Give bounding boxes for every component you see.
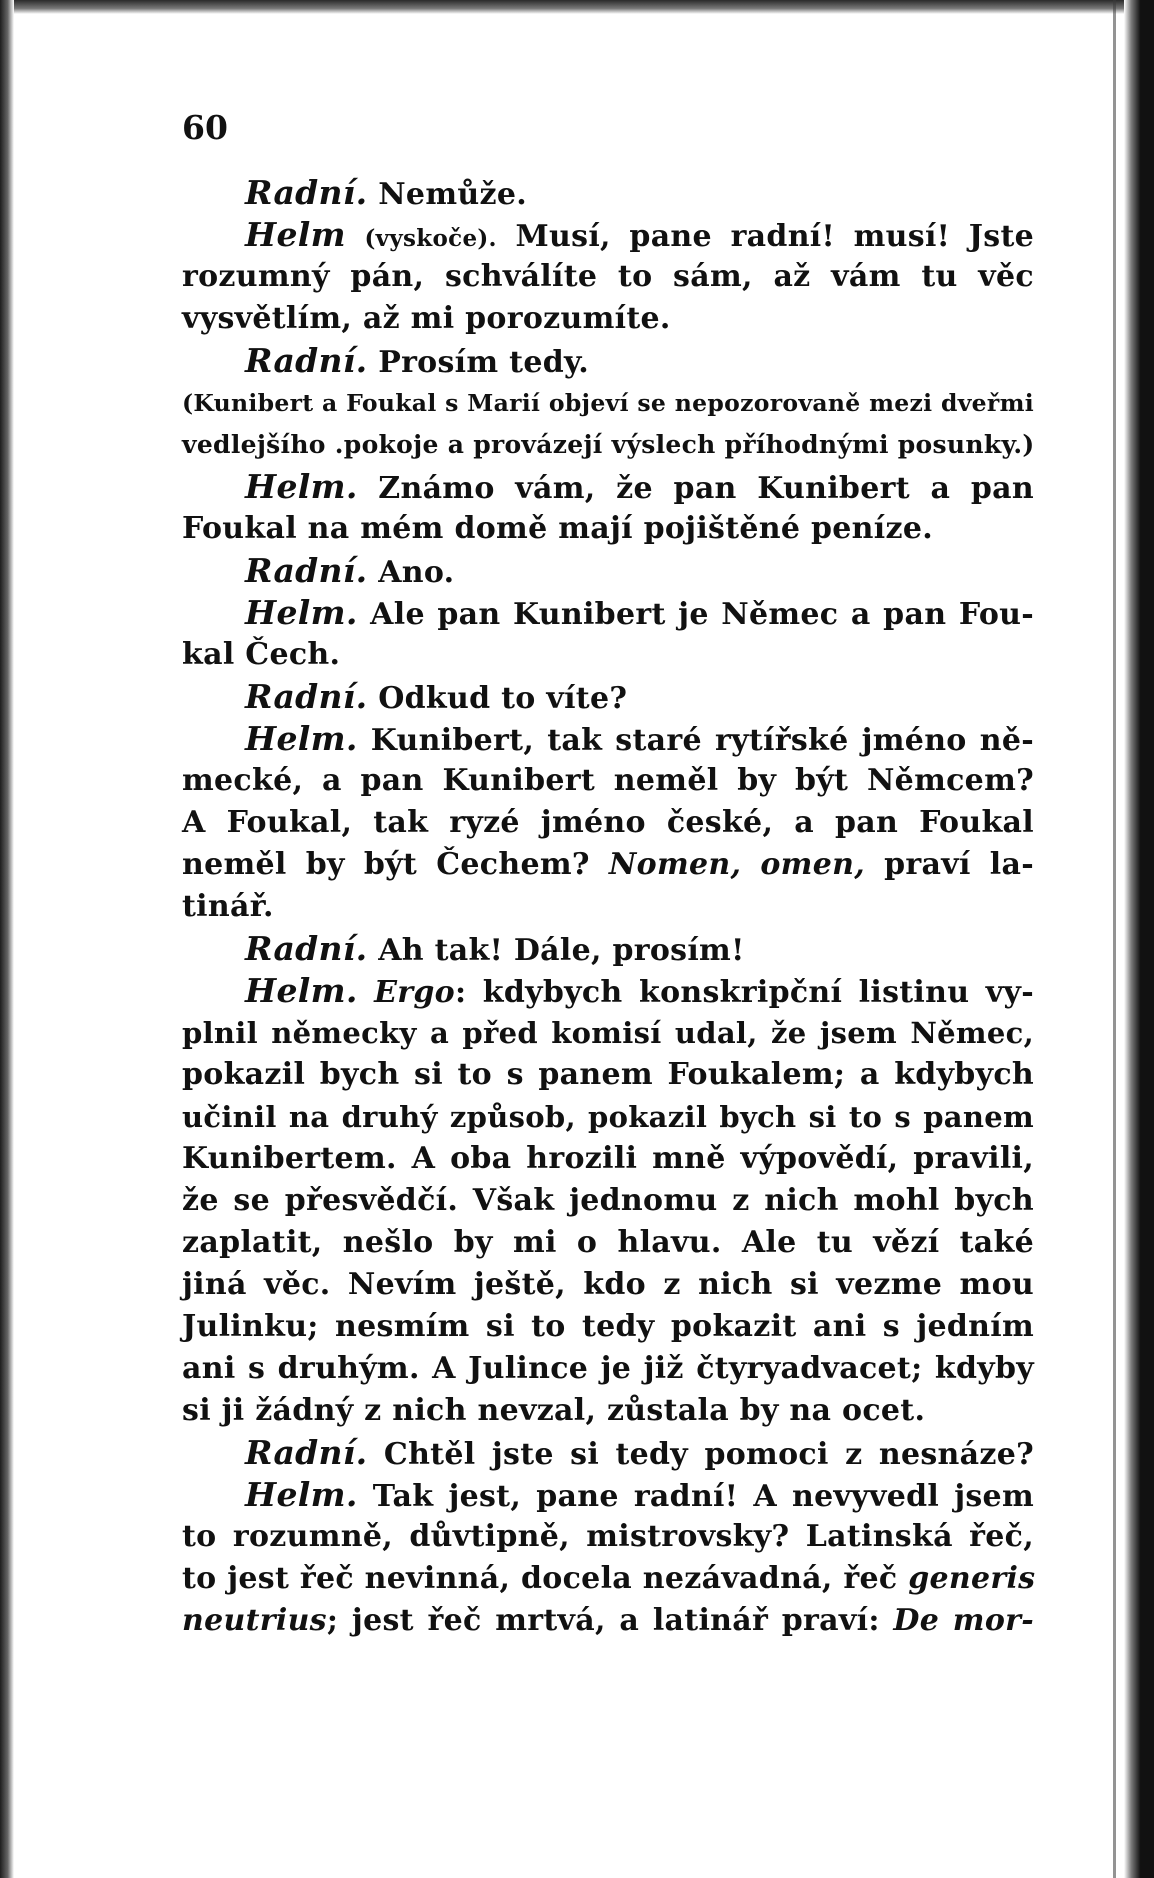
- stage-direction-line: [182, 382, 1034, 424]
- text-line: [245, 466, 1034, 508]
- line-text: Známo vám, že pan Kunibert a pan: [357, 471, 1034, 506]
- text-line: [182, 1096, 1034, 1138]
- line-text: Prosím tedy.: [367, 345, 590, 380]
- speaker-name: Radní.: [245, 1433, 368, 1472]
- text-line: [182, 634, 1034, 676]
- line-text: tinář.: [182, 889, 274, 924]
- line-text: učinil na druhý způsob, pokazil bych si to s panem: [182, 1100, 1034, 1134]
- line-text: Odkud to víte?: [367, 681, 628, 716]
- line-text: Ale pan Kunibert je Němec a pan Fou-: [357, 597, 1034, 632]
- text-line: [182, 1600, 1034, 1642]
- page-number: 60: [182, 108, 228, 147]
- stage-direction: vedlejšího .pokoje a provázejí výslech příhodnými posunky.): [182, 430, 1035, 459]
- text-line: [182, 1054, 1034, 1096]
- scan-edge-left: [0, 0, 14, 1878]
- text-line: [182, 760, 1034, 802]
- text-line: [182, 508, 1034, 550]
- line-text: : kdybych konskripční listinu vy-: [454, 975, 1034, 1010]
- stage-direction: (vyskoče).: [364, 225, 497, 252]
- speaker-name: Helm.: [245, 593, 358, 632]
- text-line: [182, 1558, 1034, 1600]
- latin-phrase: Nomen, omen,: [608, 847, 865, 882]
- line-text: Kunibert, tak staré rytířské jméno ně-: [357, 723, 1034, 758]
- scan-edge-top: [0, 0, 1154, 14]
- text-line: [245, 592, 1034, 634]
- speaker-name: Helm: [245, 215, 346, 254]
- latin-phrase: Ergo: [374, 975, 455, 1010]
- line-text: praví la-: [864, 847, 1034, 882]
- text-line: [245, 718, 1034, 760]
- line-text: rozumný pán, schválíte to sám, až vám tu věc: [182, 259, 1034, 294]
- line-text: to rozumně, důvtipně, mistrovsky? Latinská řeč,: [182, 1519, 1034, 1554]
- speaker-name: Helm.: [245, 467, 358, 506]
- speaker-name: Helm.: [245, 719, 358, 758]
- text-line: [182, 1012, 1034, 1054]
- text-line: [182, 256, 1034, 298]
- speaker-name: Radní.: [245, 929, 368, 968]
- stage-direction-line: [182, 424, 1034, 466]
- line-text: pokazil bych si to s panem Foukalem; a kdybych: [182, 1057, 1034, 1092]
- line-text: Ano.: [367, 555, 455, 590]
- line-text: jiná věc. Nevím ještě, kdo z nich si vezme mou: [182, 1267, 1034, 1302]
- latin-phrase: De mor-: [893, 1603, 1034, 1638]
- speaker-name: Radní.: [245, 173, 368, 212]
- speaker-name: Helm.: [245, 1475, 358, 1514]
- text-line: [245, 676, 1034, 718]
- line-text: Chtěl jste si tedy pomoci z nesnáze?: [367, 1437, 1034, 1472]
- line-text: to jest řeč nevinná, docela nezávadná, řeč: [182, 1561, 898, 1596]
- text-line: [182, 1348, 1034, 1390]
- text-line: [182, 298, 1034, 340]
- text-line: [182, 1390, 1034, 1432]
- text-line: [245, 340, 1034, 382]
- text-line: [182, 1306, 1034, 1348]
- line-text: ani s druhým. A Julince je již čtyryadvacet; kdyby: [182, 1351, 1034, 1386]
- text-line: [245, 928, 1034, 970]
- line-text: Foukal na mém domě mají pojištěné peníze.: [182, 511, 933, 546]
- text-line: [182, 1516, 1034, 1558]
- speaker-name: Radní.: [245, 677, 368, 716]
- line-text: neměl by být Čechem?: [182, 847, 590, 882]
- text-line: [182, 886, 1034, 928]
- line-text: Nemůže.: [367, 177, 527, 212]
- line-text: Tak jest, pane radní! A nevyvedl jsem: [357, 1479, 1034, 1514]
- line-text: Musí, pane radní! musí! Jste: [496, 219, 1035, 254]
- line-text: Julinku; nesmím si to tedy pokazit ani s jedním: [182, 1309, 1034, 1344]
- text-line: [245, 1474, 1034, 1516]
- scan-fold-line: [1113, 0, 1116, 1878]
- line-text: kal Čech.: [182, 637, 341, 672]
- text-line: [245, 550, 1034, 592]
- scan-edge-right: [1124, 0, 1154, 1878]
- line-text: zaplatit, nešlo by mi o hlavu. Ale tu vězí také: [182, 1225, 1034, 1260]
- latin-phrase: neutrius: [182, 1603, 327, 1638]
- line-text: plnil německy a před komisí udal, že jsem Němec,: [182, 1016, 1034, 1050]
- text-line: [245, 1432, 1034, 1474]
- line-text: Kunibertem. A oba hrozili mně výpovědí, pravili,: [182, 1141, 1034, 1176]
- text-line: [182, 1264, 1034, 1306]
- line-text: A Foukal, tak ryzé jméno české, a pan Foukal: [182, 805, 1034, 840]
- speaker-name: Helm.: [245, 971, 358, 1010]
- text-line: [182, 844, 1034, 886]
- speaker-name: Radní.: [245, 551, 368, 590]
- text-line: [182, 1138, 1034, 1180]
- line-text: Ah tak! Dále, prosím!: [367, 933, 745, 968]
- line-text: mecké, a pan Kunibert neměl by být Němcem?: [182, 763, 1034, 798]
- line-text: vysvětlím, až mi porozumíte.: [182, 301, 671, 336]
- text-line: [182, 802, 1034, 844]
- text-line: [245, 172, 1034, 214]
- line-text: že se přesvědčí. Však jednomu z nich mohl bych: [182, 1183, 1034, 1218]
- text-line: [182, 1222, 1034, 1264]
- latin-phrase: generis: [908, 1561, 1036, 1596]
- line-text: ; jest řeč mrtvá, a latinář praví:: [326, 1603, 880, 1638]
- line-text: si ji žádný z nich nevzal, zůstala by na ocet.: [182, 1393, 926, 1428]
- text-line: [245, 214, 1034, 256]
- text-line: [245, 970, 1034, 1012]
- text-line: [182, 1180, 1034, 1222]
- speaker-name: Radní.: [245, 341, 368, 380]
- stage-direction: (Kunibert a Foukal s Marií objeví se nepozorovaně mezi dveřmi: [182, 389, 1034, 417]
